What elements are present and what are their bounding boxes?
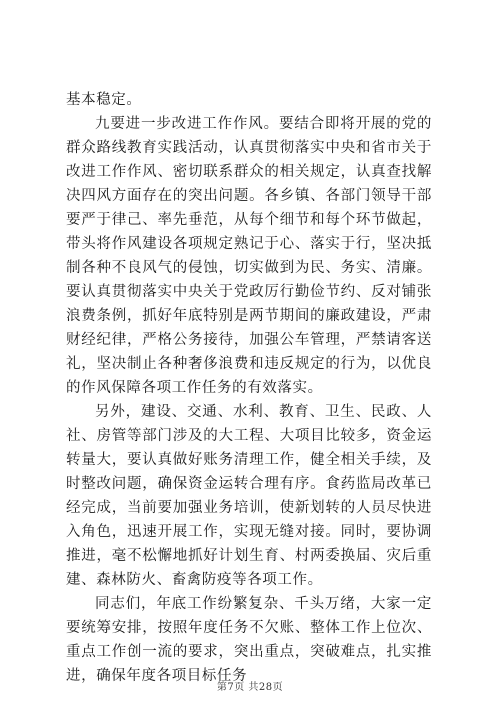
document-body bbox=[66, 88, 432, 688]
paragraph-departments: 另外，建设、交通、水利、教育、卫生、民政、人社、房管等部门涉及的大工程、大项目比较多，资金运转量大，要认真做好账务清理工作，健全相关手续，及时整改问题，确保资金运转合理有序。食药监局改革已经完成，当前要加强业务培训，使新划转的人员尽快进入角色，迅速开展工作，实现无缝对接。同时，要协调推进，毫不松懈地抓好计划生育、村两委换届、灾后重建、森林防火、畜禽防疫等各项工作。 bbox=[66, 404, 432, 588]
paragraph-comrades: 同志们，年底工作纷繁复杂、千头万绪，大家一定要统筹安排，按照年度任务不欠账、整体工作上位次、重点工作创一流的要求，突出重点，突破难点，扎实推进，确保年度各项目标任务 bbox=[66, 596, 432, 684]
page-number-footer: 第7页 共28页 bbox=[216, 682, 284, 693]
paragraph-work-style: 九要进一步改进工作作风。要结合即将开展的党的群众路线教育实践活动，认真贯彻落实中央和省市关于改进工作作风、密切联系群众的相关规定，认真查找解决四风方面存在的突出问题。各乡镇、各部门领导干部要严于律己、率先垂范，从每个细节和每个环节做起，带头将作风建设各项规定熟记于心、落实于行，坚决抵制各种不良风气的侵蚀，切实做到为民、务实、清廉。要认真贯彻落实中央关于党政厉行勤俭节约、反对铺张浪费条例，抓好年底特别是两节期间的廉政建设，严肃财经纪律，严格公务接待，加强公车管理，严禁请客送礼，坚决制止各种奢侈浪费和违反规定的行为，以优良的作风保障各项工作任务的有效落实。 bbox=[66, 116, 432, 396]
paragraph-continuation: 基本稳定。 bbox=[66, 92, 142, 108]
